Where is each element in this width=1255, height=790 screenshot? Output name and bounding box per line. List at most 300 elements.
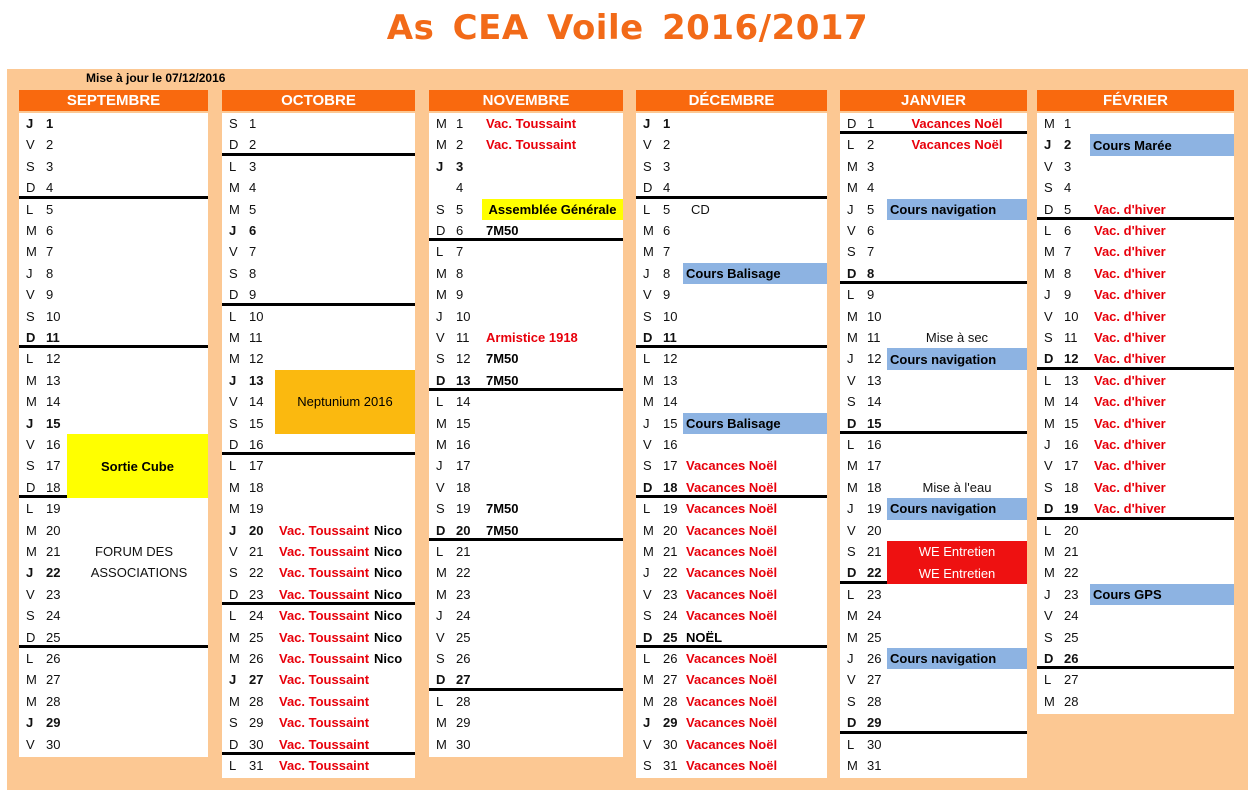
day-number: 27 — [456, 672, 471, 688]
weekday-letter: L — [229, 608, 237, 624]
day-row — [222, 156, 415, 177]
weekday-letter: V — [26, 137, 35, 153]
event-sortie-cube: Sortie Cube — [67, 434, 208, 498]
day-row — [429, 648, 623, 669]
weekday-letter: J — [643, 715, 651, 731]
day-row — [429, 562, 623, 583]
weekday-letter: M — [643, 223, 654, 238]
weekday-letter: L — [436, 244, 444, 260]
day-number: 24 — [46, 608, 61, 624]
weekday-letter: J — [229, 672, 237, 688]
day-row — [636, 306, 827, 327]
day-number: 12 — [663, 351, 678, 367]
day-number: 2 — [1064, 137, 1072, 153]
event-noel: NOËL — [686, 629, 723, 645]
weekday-letter: V — [643, 137, 652, 153]
day-number: 8 — [1064, 265, 1072, 281]
day-number: 8 — [249, 265, 257, 281]
weekday-letter: L — [436, 394, 444, 410]
weekday-letter: L — [26, 501, 34, 517]
day-row — [840, 627, 1027, 648]
day-number: 18 — [249, 479, 264, 495]
weekday-letter: V — [26, 586, 35, 602]
month-days — [222, 113, 415, 778]
day-number: 4 — [1064, 180, 1072, 196]
weekday-letter: M — [26, 693, 37, 709]
weekday-letter: L — [643, 501, 651, 517]
day-row — [840, 691, 1027, 712]
day-row — [429, 605, 623, 626]
weekday-letter: V — [436, 330, 445, 345]
day-row — [19, 627, 208, 648]
event-cours-gps: Cours GPS — [1090, 584, 1234, 605]
weekday-letter: M — [847, 479, 858, 495]
day-row — [19, 648, 208, 669]
day-number: 7 — [46, 244, 54, 260]
day-number: 24 — [456, 608, 471, 624]
weekday-letter: V — [847, 672, 856, 688]
event-vac-toussaint: Vac. Toussaint — [279, 693, 370, 709]
day-number: 14 — [249, 394, 264, 410]
day-number: 1 — [46, 116, 54, 131]
event-vac-hiver: Vac. d'hiver — [1094, 501, 1166, 517]
weekday-letter: V — [1044, 308, 1053, 324]
day-number: 14 — [663, 394, 678, 410]
day-row — [636, 177, 827, 198]
day-number: 26 — [663, 651, 678, 666]
weekday-letter: D — [847, 116, 857, 131]
day-row — [1037, 156, 1234, 177]
weekday-letter: M — [847, 458, 858, 474]
day-number: 27 — [1064, 672, 1079, 688]
event-7m50: 7M50 — [486, 501, 519, 517]
day-row — [429, 669, 623, 690]
day-row — [1037, 669, 1234, 690]
weekday-letter: S — [1044, 479, 1053, 495]
event-nico: Nico — [374, 586, 403, 602]
event-vac-hiver: Vac. d'hiver — [1094, 265, 1166, 281]
day-row — [19, 348, 208, 369]
day-row — [19, 520, 208, 541]
day-row — [840, 520, 1027, 541]
day-number: 9 — [456, 287, 464, 303]
event-nico: Nico — [374, 544, 403, 559]
month-days — [19, 113, 208, 757]
day-row — [636, 220, 827, 241]
weekday-letter: M — [436, 116, 447, 131]
day-row — [636, 241, 827, 262]
day-number: 6 — [46, 223, 54, 238]
weekday-letter: J — [643, 265, 650, 281]
weekday-letter: L — [1044, 223, 1052, 238]
weekday-letter: J — [1044, 287, 1051, 303]
weekday-letter: M — [436, 415, 447, 431]
day-number: 19 — [1064, 501, 1079, 517]
day-number: 3 — [867, 158, 875, 174]
day-row — [429, 413, 623, 434]
day-number: 23 — [456, 586, 471, 602]
event-vac-hiver: Vac. d'hiver — [1094, 308, 1166, 324]
weekday-letter: D — [643, 180, 653, 196]
day-row — [636, 156, 827, 177]
day-number: 19 — [456, 501, 471, 517]
weekday-letter: S — [229, 565, 238, 581]
day-number: 18 — [456, 479, 471, 495]
day-row — [1037, 177, 1234, 198]
weekday-letter: M — [847, 330, 858, 345]
event-mise-a-leau: Mise à l'eau — [922, 479, 992, 495]
day-number: 30 — [46, 736, 61, 752]
day-number: 23 — [663, 586, 678, 602]
weekday-letter: S — [847, 544, 856, 559]
weekday-letter: D — [229, 137, 239, 153]
weekday-letter: S — [643, 158, 652, 174]
day-row — [429, 156, 623, 177]
weekday-letter: D — [229, 586, 239, 602]
day-number: 21 — [46, 544, 61, 559]
weekday-letter: S — [643, 608, 652, 624]
day-number: 12 — [46, 351, 61, 367]
event-nico: Nico — [374, 651, 403, 666]
weekday-letter: M — [643, 372, 654, 388]
day-row — [840, 263, 1027, 284]
weekday-letter: J — [436, 608, 443, 624]
weekday-letter: M — [436, 715, 447, 731]
day-number: 5 — [456, 201, 464, 217]
day-row — [636, 284, 827, 305]
day-number: 8 — [663, 265, 671, 281]
day-row — [19, 584, 208, 605]
day-number: 15 — [456, 415, 471, 431]
event-vacances-noel: Vacances Noël — [686, 522, 778, 538]
day-number: 18 — [1064, 479, 1079, 495]
day-number: 6 — [663, 223, 671, 238]
event-vacances-noel: Vacances Noël — [686, 608, 778, 624]
day-row — [429, 477, 623, 498]
day-number: 6 — [456, 223, 464, 238]
day-number: 4 — [663, 180, 671, 196]
weekday-letter: L — [26, 351, 34, 367]
day-row — [840, 156, 1027, 177]
weekday-letter: M — [229, 330, 240, 345]
day-number: 9 — [46, 287, 54, 303]
update-date: Mise à jour le 07/12/2016 — [86, 71, 226, 85]
day-number: 10 — [46, 308, 61, 324]
day-number: 9 — [867, 287, 875, 303]
day-row — [429, 391, 623, 412]
day-row — [222, 306, 415, 327]
weekday-letter: M — [847, 158, 858, 174]
event-cours-balisage: Cours Balisage — [683, 263, 827, 284]
event-vac-hiver: Vac. d'hiver — [1094, 415, 1166, 431]
weekday-letter: M — [847, 758, 858, 773]
day-number: 25 — [456, 629, 471, 645]
day-number: 17 — [867, 458, 882, 474]
day-number: 27 — [867, 672, 882, 688]
weekday-letter: D — [1044, 501, 1054, 517]
weekday-letter: J — [26, 415, 34, 431]
day-number: 13 — [867, 372, 882, 388]
weekday-letter: L — [229, 758, 237, 773]
day-number: 16 — [249, 437, 264, 452]
day-number: 1 — [663, 116, 671, 131]
day-row — [840, 306, 1027, 327]
day-row — [636, 627, 827, 648]
event-vacances-noel: Vacances Noël — [686, 736, 778, 752]
day-number: 5 — [663, 201, 671, 217]
day-number: 13 — [46, 372, 61, 388]
event-vacances-noel: Vacances Noël — [686, 544, 778, 559]
day-number: 16 — [663, 437, 678, 452]
day-number: 17 — [46, 458, 61, 474]
day-row — [429, 306, 623, 327]
day-number: 10 — [1064, 308, 1079, 324]
weekday-letter: D — [436, 672, 446, 688]
day-number: 15 — [663, 415, 678, 431]
month-header: SEPTEMBRE — [19, 90, 208, 111]
event-cd: CD — [691, 201, 710, 217]
event-vac-hiver: Vac. d'hiver — [1094, 223, 1166, 238]
weekday-letter: M — [643, 244, 654, 260]
weekday-letter: D — [847, 415, 857, 431]
day-number: 16 — [867, 437, 882, 452]
weekday-letter: M — [847, 308, 858, 324]
event-cours-navigation: Cours navigation — [887, 348, 1027, 369]
weekday-letter: M — [26, 244, 37, 260]
day-number: 12 — [249, 351, 264, 367]
day-number: 25 — [867, 629, 882, 645]
event-vacances-noel: Vacances Noël — [686, 501, 778, 517]
day-number: 28 — [249, 693, 264, 709]
weekday-letter: M — [436, 565, 447, 581]
day-number: 29 — [456, 715, 471, 731]
day-number: 26 — [249, 651, 264, 666]
day-number: 8 — [46, 265, 54, 281]
month-days — [840, 113, 1027, 778]
weekday-letter: L — [436, 544, 444, 559]
event-vac-toussaint: Vac. Toussaint — [279, 565, 370, 581]
event-vac-hiver: Vac. d'hiver — [1094, 479, 1166, 495]
event-vac-toussaint: Vac. Toussaint — [279, 629, 370, 645]
weekday-letter: J — [643, 415, 650, 431]
day-number: 20 — [46, 522, 61, 538]
weekday-letter: S — [847, 394, 856, 410]
day-number: 2 — [249, 137, 257, 153]
day-number: 21 — [249, 544, 264, 559]
weekday-letter: L — [847, 437, 855, 452]
event-neptunium: Neptunium 2016 — [275, 370, 415, 434]
day-number: 7 — [663, 244, 671, 260]
day-number: 3 — [46, 158, 54, 174]
weekday-letter: D — [26, 479, 36, 495]
day-number: 15 — [867, 415, 882, 431]
day-row — [429, 627, 623, 648]
day-row — [429, 177, 623, 198]
weekday-letter: M — [229, 501, 240, 517]
day-row — [429, 584, 623, 605]
weekday-letter: L — [1044, 522, 1052, 538]
day-row — [1037, 520, 1234, 541]
event-vac-hiver: Vac. d'hiver — [1094, 372, 1166, 388]
event-vac-hiver: Vac. d'hiver — [1094, 244, 1166, 260]
day-number: 7 — [456, 244, 464, 260]
weekday-letter: M — [229, 629, 240, 645]
month-2 — [222, 90, 415, 773]
weekday-letter: M — [229, 201, 240, 217]
day-row — [429, 220, 623, 241]
day-number: 20 — [663, 522, 678, 538]
weekday-letter: J — [847, 351, 854, 367]
weekday-letter: D — [1044, 351, 1054, 367]
day-row — [19, 712, 208, 733]
day-number: 20 — [867, 522, 882, 538]
day-number: 11 — [663, 330, 677, 345]
day-number: 20 — [1064, 522, 1079, 538]
weekday-letter: V — [847, 223, 856, 238]
day-row — [429, 434, 623, 455]
weekday-letter: V — [847, 372, 856, 388]
weekday-letter: M — [1044, 116, 1055, 131]
day-number: 28 — [1064, 693, 1079, 709]
event-cours-navigation: Cours navigation — [887, 498, 1027, 519]
day-number: 28 — [46, 693, 61, 709]
month-3 — [429, 90, 623, 752]
weekday-letter: J — [229, 372, 237, 388]
day-row — [19, 327, 208, 348]
day-number: 27 — [249, 672, 264, 688]
event-nico: Nico — [374, 565, 403, 581]
weekday-letter: M — [1044, 394, 1055, 410]
event-vac-hiver: Vac. d'hiver — [1094, 437, 1166, 452]
event-mise-a-sec: Mise à sec — [925, 330, 989, 345]
weekday-letter: D — [26, 629, 36, 645]
day-number: 15 — [1064, 415, 1079, 431]
day-number: 6 — [867, 223, 875, 238]
weekday-letter: V — [229, 244, 238, 260]
day-row — [222, 199, 415, 220]
day-number: 26 — [456, 651, 471, 666]
day-row — [840, 455, 1027, 476]
month-6 — [1037, 90, 1234, 709]
weekday-letter: L — [229, 458, 237, 474]
weekday-letter: M — [1044, 544, 1055, 559]
day-row — [1037, 648, 1234, 669]
month-days — [636, 113, 827, 778]
event-vac-toussaint: Vac. Toussaint — [279, 608, 370, 624]
day-number: 19 — [46, 501, 61, 517]
day-number: 10 — [663, 308, 678, 324]
weekday-letter: V — [436, 629, 445, 645]
weekday-letter: J — [1044, 437, 1051, 452]
weekday-letter: J — [26, 715, 34, 731]
day-number: 17 — [456, 458, 471, 474]
weekday-letter: S — [847, 244, 856, 260]
weekday-letter: M — [847, 608, 858, 624]
day-row — [636, 134, 827, 155]
weekday-letter: J — [643, 116, 651, 131]
event-vac-hiver: Vac. d'hiver — [1094, 394, 1166, 410]
weekday-letter: V — [847, 522, 856, 538]
day-number: 24 — [867, 608, 882, 624]
day-number: 5 — [46, 201, 54, 217]
event-7m50: 7M50 — [486, 372, 519, 388]
day-row — [222, 134, 415, 155]
event-vac-toussaint: Vac. Toussaint — [279, 672, 370, 688]
day-row — [840, 584, 1027, 605]
weekday-letter: V — [26, 287, 35, 303]
month-4 — [636, 90, 827, 773]
day-number: 24 — [249, 608, 264, 624]
day-number: 23 — [867, 586, 882, 602]
weekday-letter: M — [1044, 244, 1055, 260]
weekday-letter: M — [643, 544, 654, 559]
day-row — [222, 327, 415, 348]
day-row — [429, 455, 623, 476]
event-vac-hiver: Vac. d'hiver — [1094, 287, 1166, 303]
day-number: 11 — [867, 330, 881, 345]
day-row — [222, 434, 415, 455]
weekday-letter: M — [1044, 693, 1055, 709]
day-number: 22 — [46, 565, 61, 581]
weekday-letter: M — [26, 394, 37, 410]
day-number: 1 — [249, 116, 257, 131]
weekday-letter: V — [1044, 608, 1053, 624]
day-number: 2 — [456, 137, 464, 153]
event-vac-toussaint: Vac. Toussaint — [279, 586, 370, 602]
weekday-letter: D — [26, 330, 36, 345]
month-1 — [19, 90, 208, 752]
weekday-letter: L — [26, 201, 34, 217]
weekday-letter: J — [643, 565, 650, 581]
day-number: 25 — [249, 629, 264, 645]
weekday-letter: S — [229, 265, 238, 281]
weekday-letter: M — [26, 372, 37, 388]
day-row — [19, 156, 208, 177]
event-vacances-noel: Vacances Noël — [911, 137, 1003, 153]
event-vac-toussaint: Vac. Toussaint — [279, 715, 370, 731]
weekday-letter: D — [436, 522, 446, 538]
day-number: 8 — [456, 265, 464, 281]
day-number: 30 — [867, 736, 882, 752]
month-header: JANVIER — [840, 90, 1027, 111]
event-armistice: Armistice 1918 — [486, 330, 578, 345]
weekday-letter: D — [643, 330, 653, 345]
event-vac-toussaint: Vac. Toussaint — [279, 651, 370, 666]
weekday-letter: M — [643, 522, 654, 538]
weekday-letter: D — [26, 180, 36, 196]
day-number: 5 — [867, 201, 875, 217]
event-vac-hiver: Vac. d'hiver — [1094, 201, 1166, 217]
weekday-letter: L — [643, 651, 651, 666]
weekday-letter: L — [847, 287, 855, 303]
day-number: 12 — [867, 351, 882, 367]
day-number: 3 — [456, 158, 464, 174]
day-row — [840, 734, 1027, 755]
weekday-letter: S — [436, 201, 445, 217]
month-days — [429, 113, 623, 757]
day-number: 21 — [456, 544, 471, 559]
weekday-letter: J — [847, 501, 854, 517]
day-number: 18 — [867, 479, 882, 495]
weekday-letter: S — [847, 693, 856, 709]
day-row — [840, 669, 1027, 690]
weekday-letter: L — [643, 351, 651, 367]
day-row — [19, 134, 208, 155]
weekday-letter: V — [1044, 158, 1053, 174]
day-number: 25 — [1064, 629, 1079, 645]
weekday-letter: J — [229, 223, 237, 238]
weekday-letter: M — [847, 629, 858, 645]
